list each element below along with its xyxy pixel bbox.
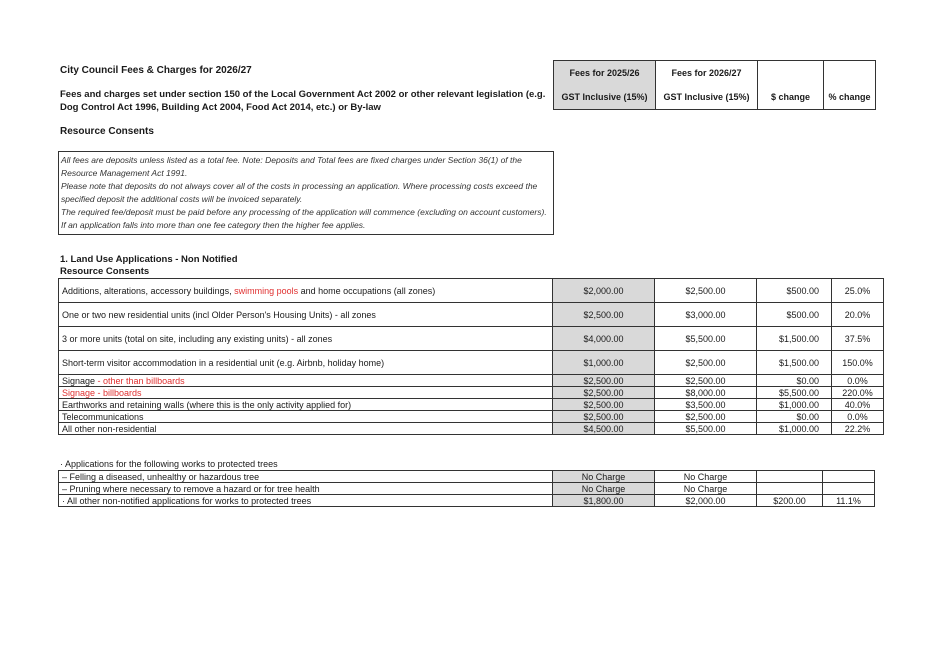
percent-change-cell: 37.5% [832, 327, 884, 351]
fee-description [59, 351, 553, 375]
fee-2025-26-cell: $2,000.00 [553, 279, 655, 303]
fee-description [59, 399, 553, 411]
land-use-subheading: Resource Consents [60, 266, 150, 277]
header-gst-2627: GST Inclusive (15%) [656, 85, 758, 110]
percent-change-cell [823, 483, 875, 495]
fee-2026-27-cell: No Charge [655, 483, 757, 495]
dollar-change-cell: $1,500.00 [757, 351, 832, 375]
fee-description [59, 279, 553, 303]
highlighted-text: - other than billboards [95, 375, 185, 386]
dollar-change-cell [757, 483, 823, 495]
note-line: If an application falls into more than one fee category then the higher fee applies. [61, 220, 366, 230]
tree-fee-description: – Felling a diseased, unhealthy or hazardous tree [59, 471, 553, 483]
fee-2025-26-cell: $1,800.00 [553, 495, 655, 507]
description-text: Additions, alterations, accessory buildings, [62, 285, 235, 296]
document-title: City Council Fees & Charges for 2026/27 [60, 65, 252, 76]
tree-table-row [59, 495, 875, 507]
highlighted-text: swimming pools [234, 285, 299, 296]
dollar-change-cell [757, 471, 823, 483]
fee-table-row [59, 423, 884, 435]
fee-table-row [59, 411, 884, 423]
percent-change-cell: 20.0% [832, 303, 884, 327]
fee-table-row [59, 279, 884, 303]
fee-2025-26-cell: $1,000.00 [553, 351, 655, 375]
fee-description [59, 387, 553, 399]
header-dollar-change: $ change [758, 85, 824, 110]
dollar-change-cell: $1,000.00 [757, 399, 832, 411]
fee-2025-26-cell: $2,500.00 [553, 411, 655, 423]
percent-change-cell [823, 471, 875, 483]
fee-description [59, 327, 553, 351]
fee-2026-27-cell: $5,500.00 [655, 327, 757, 351]
percent-change-cell: 0.0% [832, 375, 884, 387]
description-text: One or two new residential units (incl Older Person's Housing Units) - all zones [62, 309, 376, 320]
description-text: Earthworks and retaining walls (where this is the only activity applied for) [62, 399, 352, 410]
fee-2025-26-cell: No Charge [553, 483, 655, 495]
header-gst-2526: GST Inclusive (15%) [554, 85, 656, 110]
percent-change-cell: 0.0% [832, 411, 884, 423]
fee-table-row [59, 303, 884, 327]
fee-2025-26-cell: No Charge [553, 471, 655, 483]
fee-2026-27-cell: $2,500.00 [655, 279, 757, 303]
dollar-change-cell: $0.00 [757, 375, 832, 387]
fee-table-row [59, 351, 884, 375]
dollar-change-cell: $500.00 [757, 279, 832, 303]
tree-fee-description: – Pruning where necessary to remove a hazard or for tree health [59, 483, 553, 495]
percent-change-cell: 40.0% [832, 399, 884, 411]
fee-2025-26-cell: $2,500.00 [553, 387, 655, 399]
fee-description [59, 303, 553, 327]
dollar-change-cell: $200.00 [757, 495, 823, 507]
fee-column-header [553, 60, 876, 110]
fee-2026-27-cell: $3,500.00 [655, 399, 757, 411]
fee-table-row [59, 327, 884, 351]
note-line: All fees are deposits unless listed as a total fee. Note: Deposits and Total fees are fixed charges under Section 36(1) of the Resource Management Act 1991. [61, 155, 522, 178]
land-use-section-heading [60, 254, 238, 278]
dollar-change-cell: $1,500.00 [757, 327, 832, 351]
fee-2026-27-cell: $8,000.00 [655, 387, 757, 399]
note-line: Please note that deposits do not always cover all of the costs in processing an application. Where processing costs exceed the specified deposit the additional costs will be invoiced separately. [61, 181, 538, 204]
tree-table-row [59, 483, 875, 495]
percent-change-cell: 25.0% [832, 279, 884, 303]
highlighted-text: Signage - billboards [62, 387, 142, 398]
dollar-change-cell: $0.00 [757, 411, 832, 423]
document-subtitle: Fees and charges set under section 150 of the Local Government Act 2002 or other relevant legislation (e.g. Dog Control Act 1996, Building Act 2004, Food Act 2014, etc.) or By-law [60, 89, 546, 113]
percent-change-cell: 150.0% [832, 351, 884, 375]
fee-2025-26-cell: $2,500.00 [553, 375, 655, 387]
fee-2026-27-cell: $2,500.00 [655, 351, 757, 375]
fee-table-row [59, 375, 884, 387]
fee-2025-26-cell: $4,500.00 [553, 423, 655, 435]
land-use-fee-table [58, 278, 884, 435]
fee-2025-26-cell: $4,000.00 [553, 327, 655, 351]
description-text: All other non-residential [62, 423, 157, 434]
header-fees-2627: Fees for 2026/27 [656, 61, 758, 86]
fee-2026-27-cell: $3,000.00 [655, 303, 757, 327]
fee-2025-26-cell: $2,500.00 [553, 399, 655, 411]
description-text: Short-term visitor accommodation in a residential unit (e.g. Airbnb, holiday home) [62, 357, 385, 368]
deposit-note-box [58, 151, 554, 235]
description-text: Telecommunications [62, 411, 144, 422]
fee-table-row [59, 399, 884, 411]
header-blank-1 [758, 61, 824, 86]
description-text: Signage [62, 375, 96, 386]
percent-change-cell: 22.2% [832, 423, 884, 435]
section-heading: Resource Consents [60, 126, 154, 137]
dollar-change-cell: $5,500.00 [757, 387, 832, 399]
fee-2026-27-cell: $5,500.00 [655, 423, 757, 435]
fee-2025-26-cell: $2,500.00 [553, 303, 655, 327]
note-line: The required fee/deposit must be paid before any processing of the application will commence (excluding on account customers). [61, 207, 547, 217]
fee-2026-27-cell: $2,000.00 [655, 495, 757, 507]
dollar-change-cell: $500.00 [757, 303, 832, 327]
fee-description [59, 375, 553, 387]
dollar-change-cell: $1,000.00 [757, 423, 832, 435]
description-text: and home occupations (all zones) [298, 285, 436, 296]
header-fees-2526: Fees for 2025/26 [554, 61, 656, 86]
tree-fee-description: · All other non-notified applications for works to protected trees [59, 495, 553, 507]
percent-change-cell: 220.0% [832, 387, 884, 399]
tree-table-row [59, 471, 875, 483]
fee-2026-27-cell: $2,500.00 [655, 375, 757, 387]
percent-change-cell: 11.1% [823, 495, 875, 507]
protected-trees-intro: · Applications for the following works to protected trees [60, 459, 278, 469]
protected-trees-table [58, 470, 875, 507]
fee-description [59, 411, 553, 423]
fee-2026-27-cell: No Charge [655, 471, 757, 483]
description-text: 3 or more units (total on site, including any existing units) - all zones [62, 333, 333, 344]
header-blank-2 [824, 61, 876, 86]
fee-2026-27-cell: $2,500.00 [655, 411, 757, 423]
fee-description [59, 423, 553, 435]
land-use-heading: 1. Land Use Applications - Non Notified [60, 254, 238, 265]
fee-table-row [59, 387, 884, 399]
header-percent-change: % change [824, 85, 876, 110]
